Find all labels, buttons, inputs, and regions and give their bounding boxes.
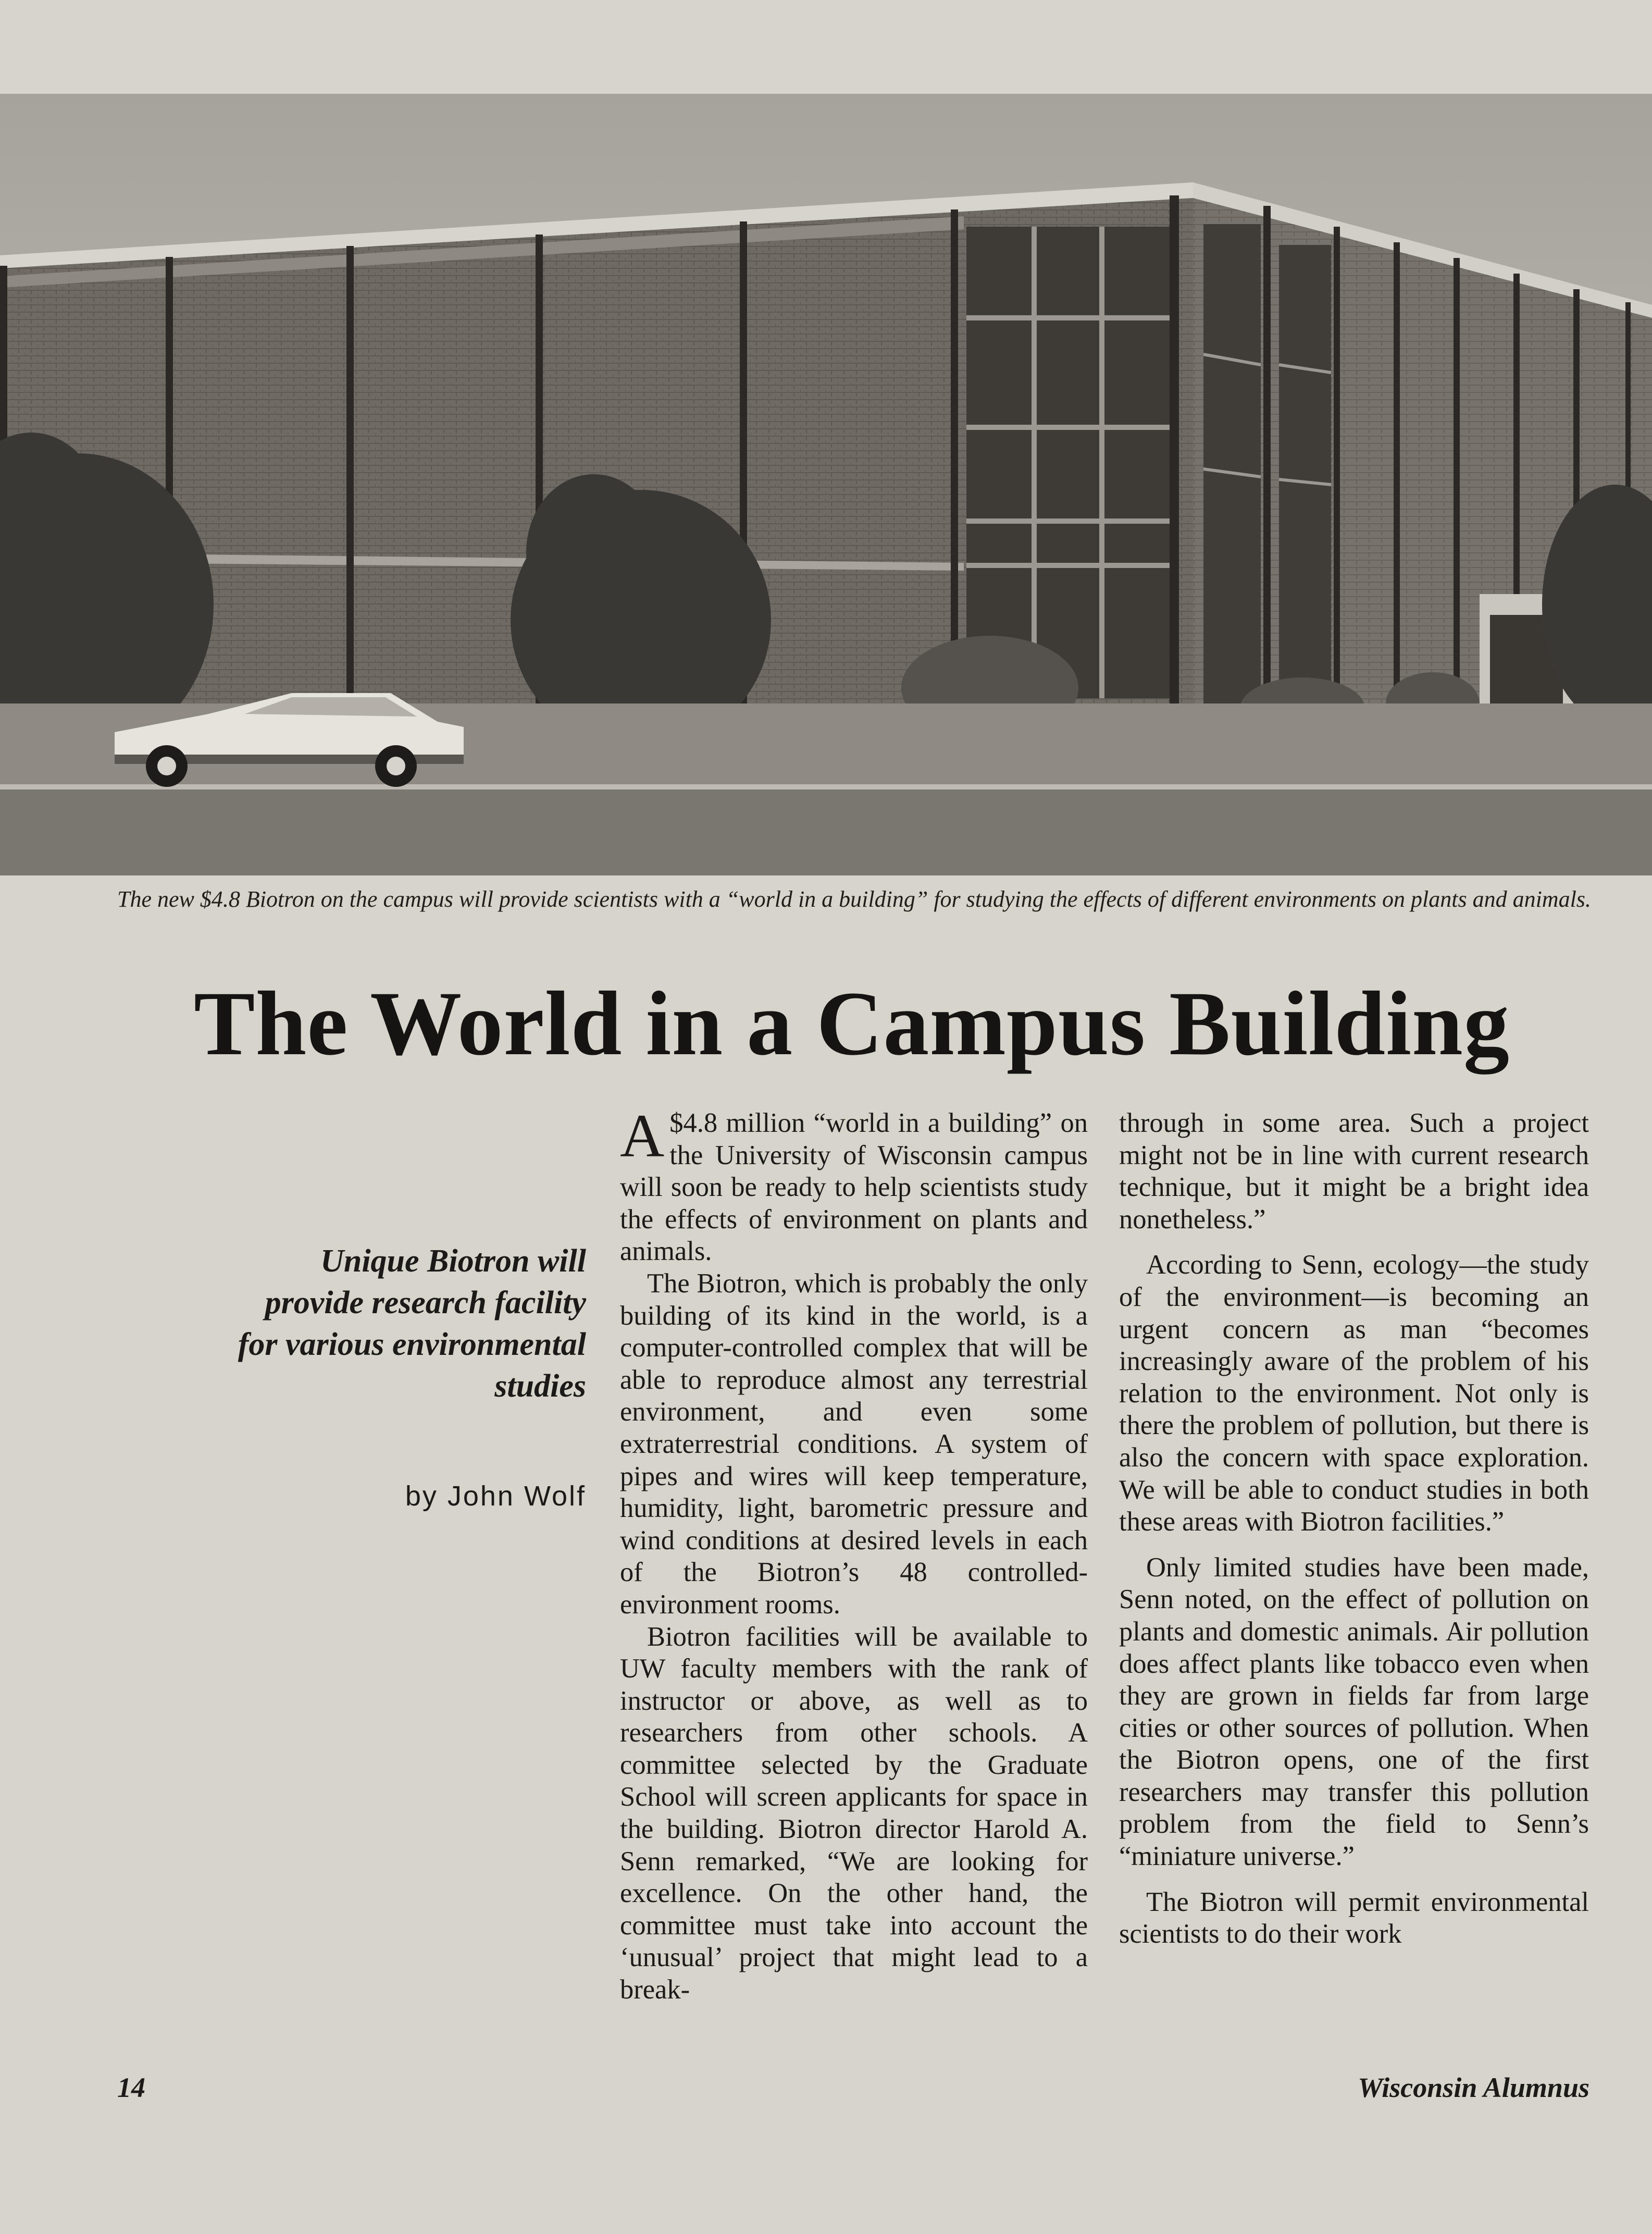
paragraph: According to Senn, ecology—the study of the environment—is becoming an urgent concern as man “becomes increasingly aware of the problem of his relation to the environment. Not only is there the problem of pollution, but there is also the concern with space exploration. We will be able to conduct studies in both these areas with Biotron facilities.” (1119, 1250, 1589, 1537)
article-column-2 (1119, 1107, 1589, 2064)
article-title: The World in a Campus Building (194, 973, 1510, 1075)
paragraph (620, 1107, 1088, 1268)
paragraph-text: $4.8 million “world in a building” on the University of Wisconsin campus will soon be ready to help scientists study the effects of environment on plants and animals. (620, 1108, 1088, 1267)
article-column-1 (620, 1107, 1088, 2064)
page-number: 14 (117, 2072, 145, 2103)
building-photo-illustration (0, 94, 1652, 875)
magazine-name: Wisconsin Alumnus (1358, 2072, 1589, 2103)
paragraph: Only limited studies have been made, Senn noted, on the effect of pollution on plants and domestic animals. Air pollution does affect plants like tobacco even when they are grown in fields far from large cities or other sources of pollution. When the Biotron opens, one of the first researchers may transfer this pollution problem from the field to Senn’s “miniature universe.” (1119, 1552, 1589, 1872)
article-byline: by John Wolf (405, 1480, 586, 1512)
photo-caption: The new $4.8 Biotron on the campus will provide scientists with a “world in a building” for studying the effects of different environments on plants and animals. (117, 886, 1591, 912)
paragraph: Biotron facilities will be available to UW faculty members with the rank of instructor or above, as well as to researchers from other schools. A committee selected by the Graduate School will screen applicants for space in the building. Biotron director Harold A. Senn remarked, “We are looking for excellence. On the other hand, the committee must take into account the ‘unusual’ project that might lead to a break- (620, 1621, 1088, 2005)
building-photo (0, 94, 1652, 875)
paragraph: The Biotron will permit environmental scientists to do their work (1119, 1886, 1589, 1949)
drop-cap: A (620, 1107, 665, 1170)
paragraph: The Biotron, which is probably the only building of its kind in the world, is a computer-controlled complex that will be able to reproduce almost any terrestrial environment, and even some extraterrestrial conditions. A system of pipes and wires will keep temperature, humidity, light, barometric pressure and wind conditions at desired levels in each of the Biotron’s 48 controlled-environment rooms. (620, 1268, 1088, 1620)
article-deck: Unique Biotron will provide research facility for various environmental studies (238, 1243, 586, 1404)
paragraph: through in some area. Such a project might not be in line with current research technique, but it might be a bright idea nonetheless.” (1119, 1108, 1589, 1235)
